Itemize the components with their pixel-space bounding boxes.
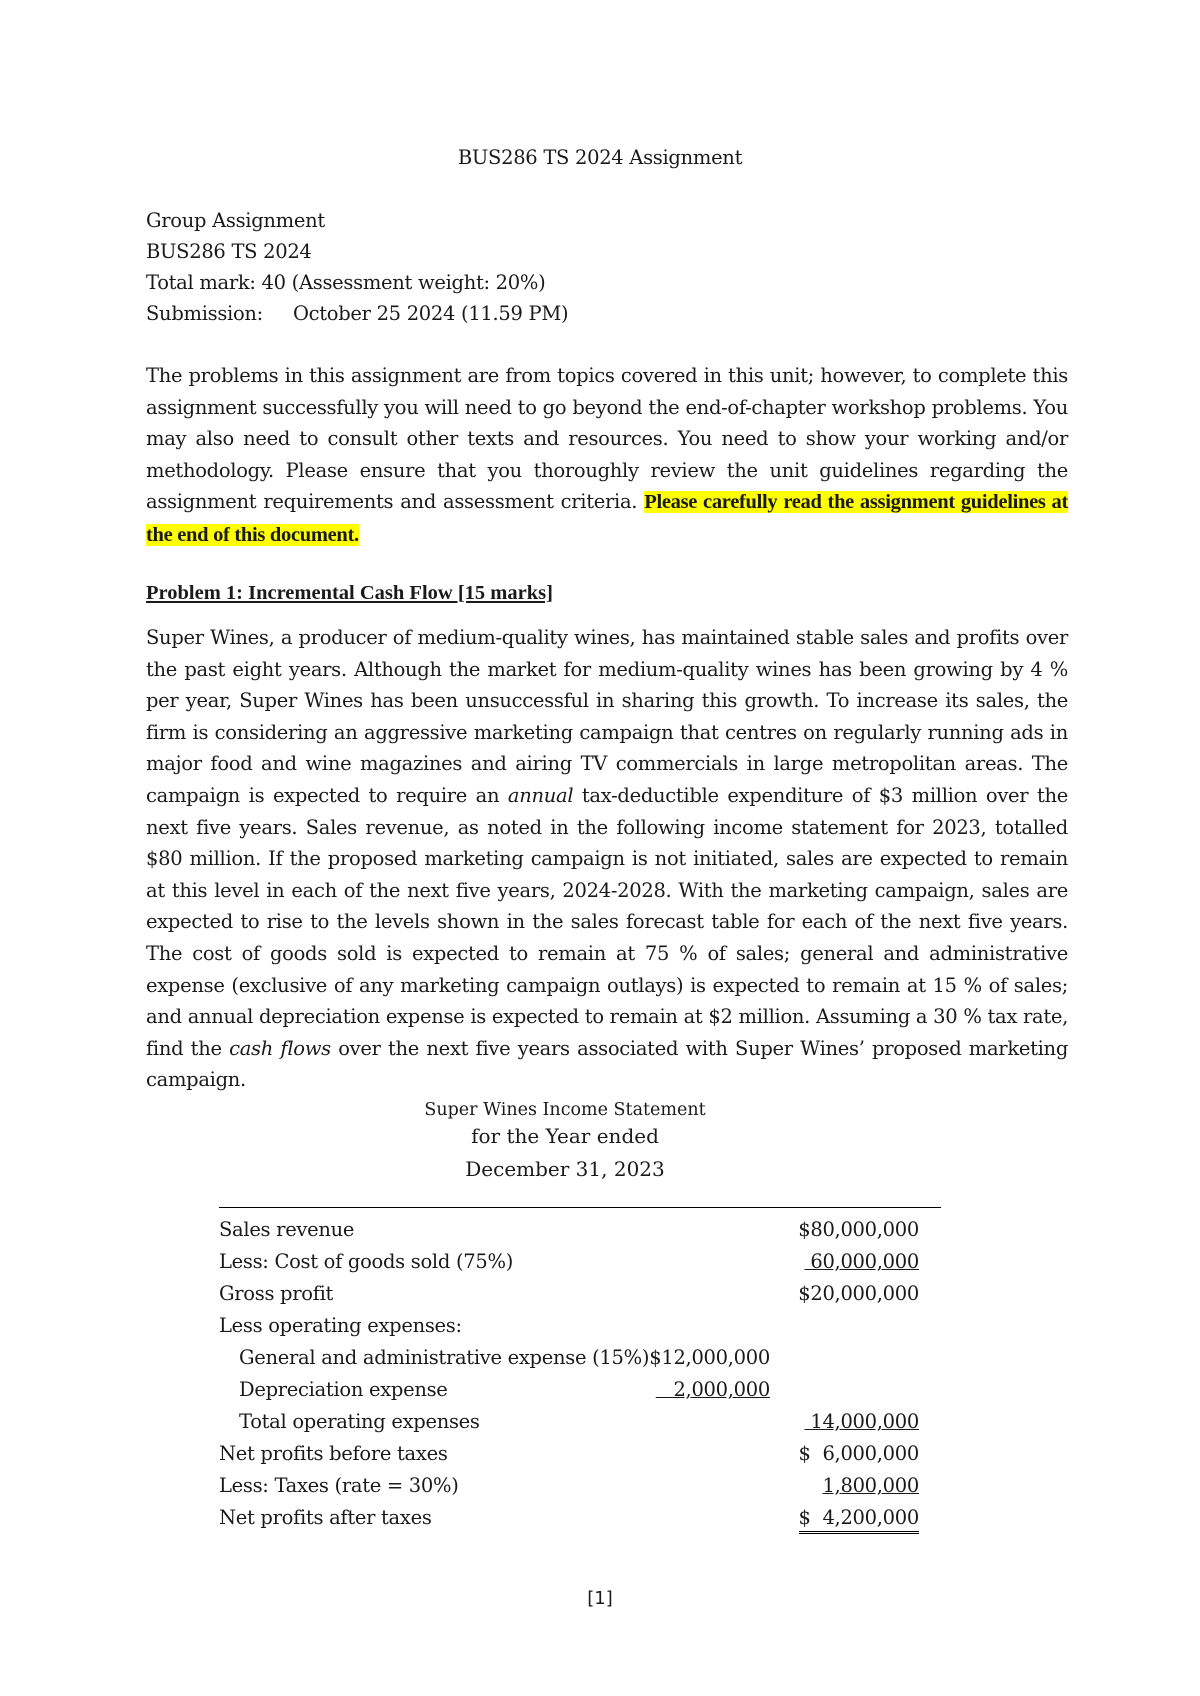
row-general-admin-expense [219,1342,941,1374]
statement-period: for the Year ended [471,1124,659,1148]
highlighted-guidelines-note: Please carefully read the assignment guidelines at the end of this document. [146,491,1068,546]
page-number: [1] [587,1588,613,1609]
row-value: 60,000,000 [804,1250,919,1273]
row-label: Less operating expenses: [219,1314,462,1337]
submission-date: October 25 2024 (11.59 PM) [292,302,569,325]
row-gross-profit [219,1278,941,1310]
emphasis-cash-flows: cash flows [229,1036,331,1060]
document-title: BUS286 TS 2024 Assignment [457,146,743,169]
info-unit-code: BUS286 TS 2024 [146,240,312,263]
statement-company: Super Wines Income Statement [424,1100,706,1120]
info-total-mark: Total mark: 40 (Assessment weight: 20%) [146,271,546,294]
row-label: Net profits after taxes [219,1506,432,1529]
row-total-operating-expenses [219,1406,941,1438]
problem-text-b: tax-deductible expenditure of $3 million over the next five years. Sales revenue, as noted in the following income statement for 2023, totalled $80 million. If the proposed marketing campaign is not initiated, sales are expected to remain at this level in each of the next five years, 2024-2028. With the marketing campaign, sales are expected to rise to the levels shown in the sales forecast table for each of the next five years. The cost of goods sold is expected to remain at 75 % of sales; general and administrative expense (exclusive of any marketing campaign outlays) is expected to remain at 15 % of sales; and annual depreciation expense is expected to remain at $2 million. Assuming a 30 % tax rate, find the [146,783,1068,1060]
submission-label: Submission: [146,302,263,325]
row-label: General and administrative expense (15%) [239,1346,650,1369]
row-label: Depreciation expense [239,1378,448,1401]
row-value: $80,000,000 [798,1218,919,1241]
row-sales-revenue [219,1214,941,1246]
emphasis-annual: annual [507,783,574,807]
row-net-profit-after-taxes [219,1502,941,1534]
intro-paragraph [146,360,1068,552]
problem-1-heading: Problem 1: Incremental Cash Flow [15 marks] [146,582,553,604]
row-taxes [219,1470,941,1502]
row-value: 14,000,000 [804,1410,919,1433]
row-label: Less: Cost of goods sold (75%) [219,1250,514,1273]
row-cost-of-goods-sold [219,1246,941,1278]
row-label: Total operating expenses [239,1410,480,1433]
row-value: 1,800,000 [822,1474,919,1497]
row-label: Less: Taxes (rate = 30%) [219,1474,459,1497]
row-value-wrapper [799,1502,919,1534]
row-subvalue: $12,000,000 [649,1346,770,1369]
row-label: Sales revenue [219,1218,355,1241]
info-submission [146,298,568,329]
problem-text-c: over the next five years associated with Super Wines’ proposed marketing campaign. [146,1036,1068,1092]
row-label: Gross profit [219,1282,334,1305]
row-operating-expenses-header [219,1310,941,1342]
info-group-assignment: Group Assignment [146,209,325,232]
statement-date: December 31, 2023 [465,1157,665,1181]
row-value: $ 4,200,000 [799,1505,919,1534]
income-statement-table [219,1214,941,1534]
row-value: $20,000,000 [798,1282,919,1305]
intro-text: The problems in this assignment are from topics covered in this unit; however, to complete this assignment successfully you will need to go beyond the end-of-chapter workshop problems. You may also need to consult other texts and resources. You need to show your working and/or methodology. Please ensure that you thoroughly review the unit guidelines regarding the assignment requirements and assessment criteria. [146,364,1068,514]
row-label: Net profits before taxes [219,1442,448,1465]
row-depreciation-expense [219,1374,941,1406]
problem-1-paragraph [146,622,1068,1096]
problem-text-a: Super Wines, a producer of medium-quality wines, has maintained stable sales and profits over the past eight years. Although the market for medium-quality wines has been growing by 4 % per year, Super Wines has been unsuccessful in sharing this growth. To increase its sales, the firm is considering an aggressive marketing campaign that centres on regularly running ads in major food and wine magazines and airing TV commercials in large metropolitan areas. The campaign is expected to require an [146,626,1068,807]
statement-top-rule [219,1207,941,1208]
row-value: $ 6,000,000 [798,1442,919,1465]
row-net-profit-before-taxes [219,1438,941,1470]
row-subvalue: 2,000,000 [655,1378,770,1401]
assignment-info [146,205,568,329]
